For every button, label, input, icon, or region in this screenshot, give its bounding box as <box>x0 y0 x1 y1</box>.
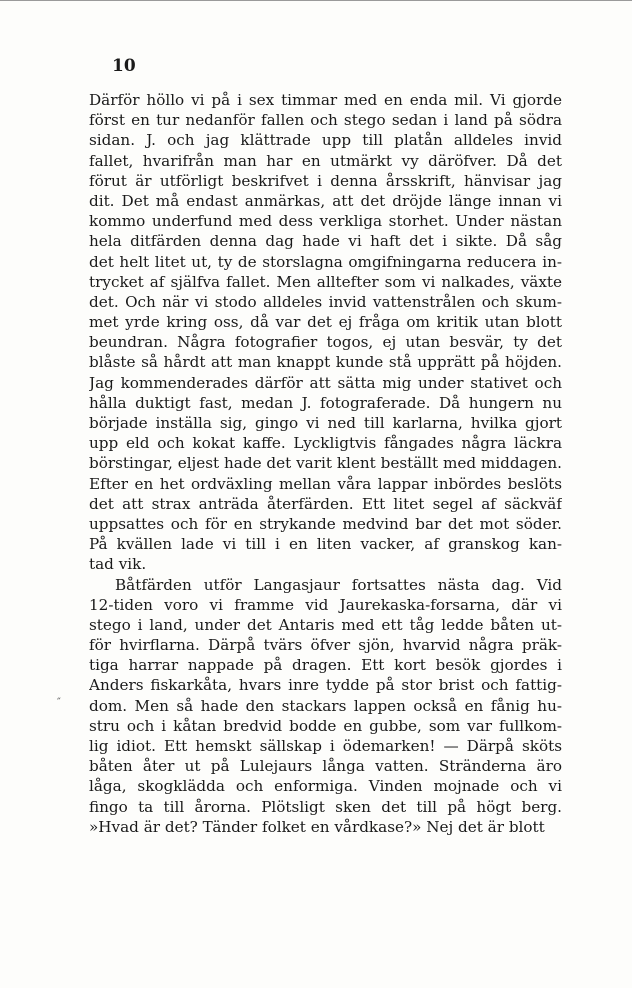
text-line: låga, skogklädda och enformiga. Vinden mojnade och vi <box>89 777 562 796</box>
text-line: Anders fiskarkåta, hvars inre tydde på stor brist och fattig- <box>89 676 562 695</box>
text-line: Jag kommenderades därför att sätta mig under stativet och <box>89 373 562 392</box>
text-line: först en tur nedanför fallen och stego sedan i land på södra <box>89 111 562 130</box>
text-line: kommo underfund med dess verkliga storhet. Under nästan <box>89 212 562 231</box>
text-line: sidan. J. och jag klättrade upp till platån alldeles invid <box>89 131 562 150</box>
text-line: met yrde kring oss, då var det ej fråga om kritik utan blott <box>89 313 562 332</box>
text-line: stego i land, under det Antaris med ett tåg ledde båten ut- <box>89 615 562 634</box>
text-line: förut är utförligt beskrifvet i denna årsskrift, hänvisar jag <box>89 171 562 190</box>
text-line: för hvirflarna. Därpå tvärs öfver sjön, hvarvid några präk- <box>89 636 562 655</box>
text-line: dom. Men så hade den stackars lappen också en fånig hu- <box>89 696 562 715</box>
text-line: blåste så hårdt att man knappt kunde stå upprätt på höjden. <box>89 353 562 372</box>
text-line: dit. Det må endast anmärkas, att det dröjde länge innan vi <box>89 191 562 210</box>
margin-mark: ˝ <box>56 698 61 709</box>
text-line: »Hvad är det? Tänder folket en vårdkase?» Nej det är blott <box>89 817 545 836</box>
text-line: hela ditfärden denna dag hade vi haft det i sikte. Då såg <box>89 232 562 251</box>
text-line: hålla duktigt fast, medan J. fotograferade. Då hungern nu <box>89 393 562 412</box>
text-line: tad vik. <box>89 555 147 574</box>
text-line: trycket af själfva fallet. Men alltefter som vi nalkades, växte <box>89 272 562 291</box>
text-line: lig idiot. Ett hemskt sällskap i ödemarken! — Därpå sköts <box>89 737 562 755</box>
paragraph <box>89 575 562 837</box>
text-line: uppsattes och för en strykande medvind bar det mot söder. <box>89 514 562 533</box>
text-line: 12-tiden voro vi framme vid Jaurekaska-forsarna, där vi <box>89 595 562 614</box>
text-line: Efter en het ordväxling mellan våra lappar inbördes beslöts <box>89 474 562 493</box>
text-line: det helt litet ut, ty de storslagna omgifningarna reducera in- <box>89 252 562 271</box>
text-line: det. Och när vi stodo alldeles invid vattenstrålen och skum- <box>89 292 562 311</box>
paragraph <box>89 90 562 575</box>
top-edge-rule <box>0 0 632 1</box>
text-line: Båtfärden utför Langasjaur fortsattes nästa dag. Vid <box>115 575 562 594</box>
text-line: På kvällen lade vi till i en liten vacker, af granskog kan- <box>89 535 562 554</box>
text-line: fallet, hvarifrån man har en utmärkt vy däröfver. Då det <box>89 151 562 170</box>
text-line: Därför höllo vi på i sex timmar med en enda mil. Vi gjorde <box>89 91 562 109</box>
text-line: det att strax anträda återfärden. Ett litet segel af säckväf <box>89 494 562 513</box>
text-line: upp eld och kokat kaffe. Lyckligtvis fångades några läckra <box>89 434 562 453</box>
text-line: tiga harrar nappade på dragen. Ett kort besök gjordes i <box>89 656 562 675</box>
body-text <box>89 90 562 837</box>
page-number: 10 <box>112 56 136 76</box>
text-line: började inställa sig, gingo vi ned till karlarna, hvilka gjort <box>89 414 562 432</box>
text-line: stru och i kåtan bredvid bodde en gubbe, som var fullkom- <box>89 716 562 735</box>
text-line: börstingar, eljest hade det varit klent beställt med middagen. <box>89 454 562 473</box>
text-line: fingo ta till årorna. Plötsligt sken det till på högt berg. <box>89 797 562 816</box>
text-line: båten åter ut på Lulejaurs långa vatten. Stränderna äro <box>89 757 562 776</box>
text-line: beundran. Några fotografier togos, ej utan besvär, ty det <box>89 333 562 352</box>
